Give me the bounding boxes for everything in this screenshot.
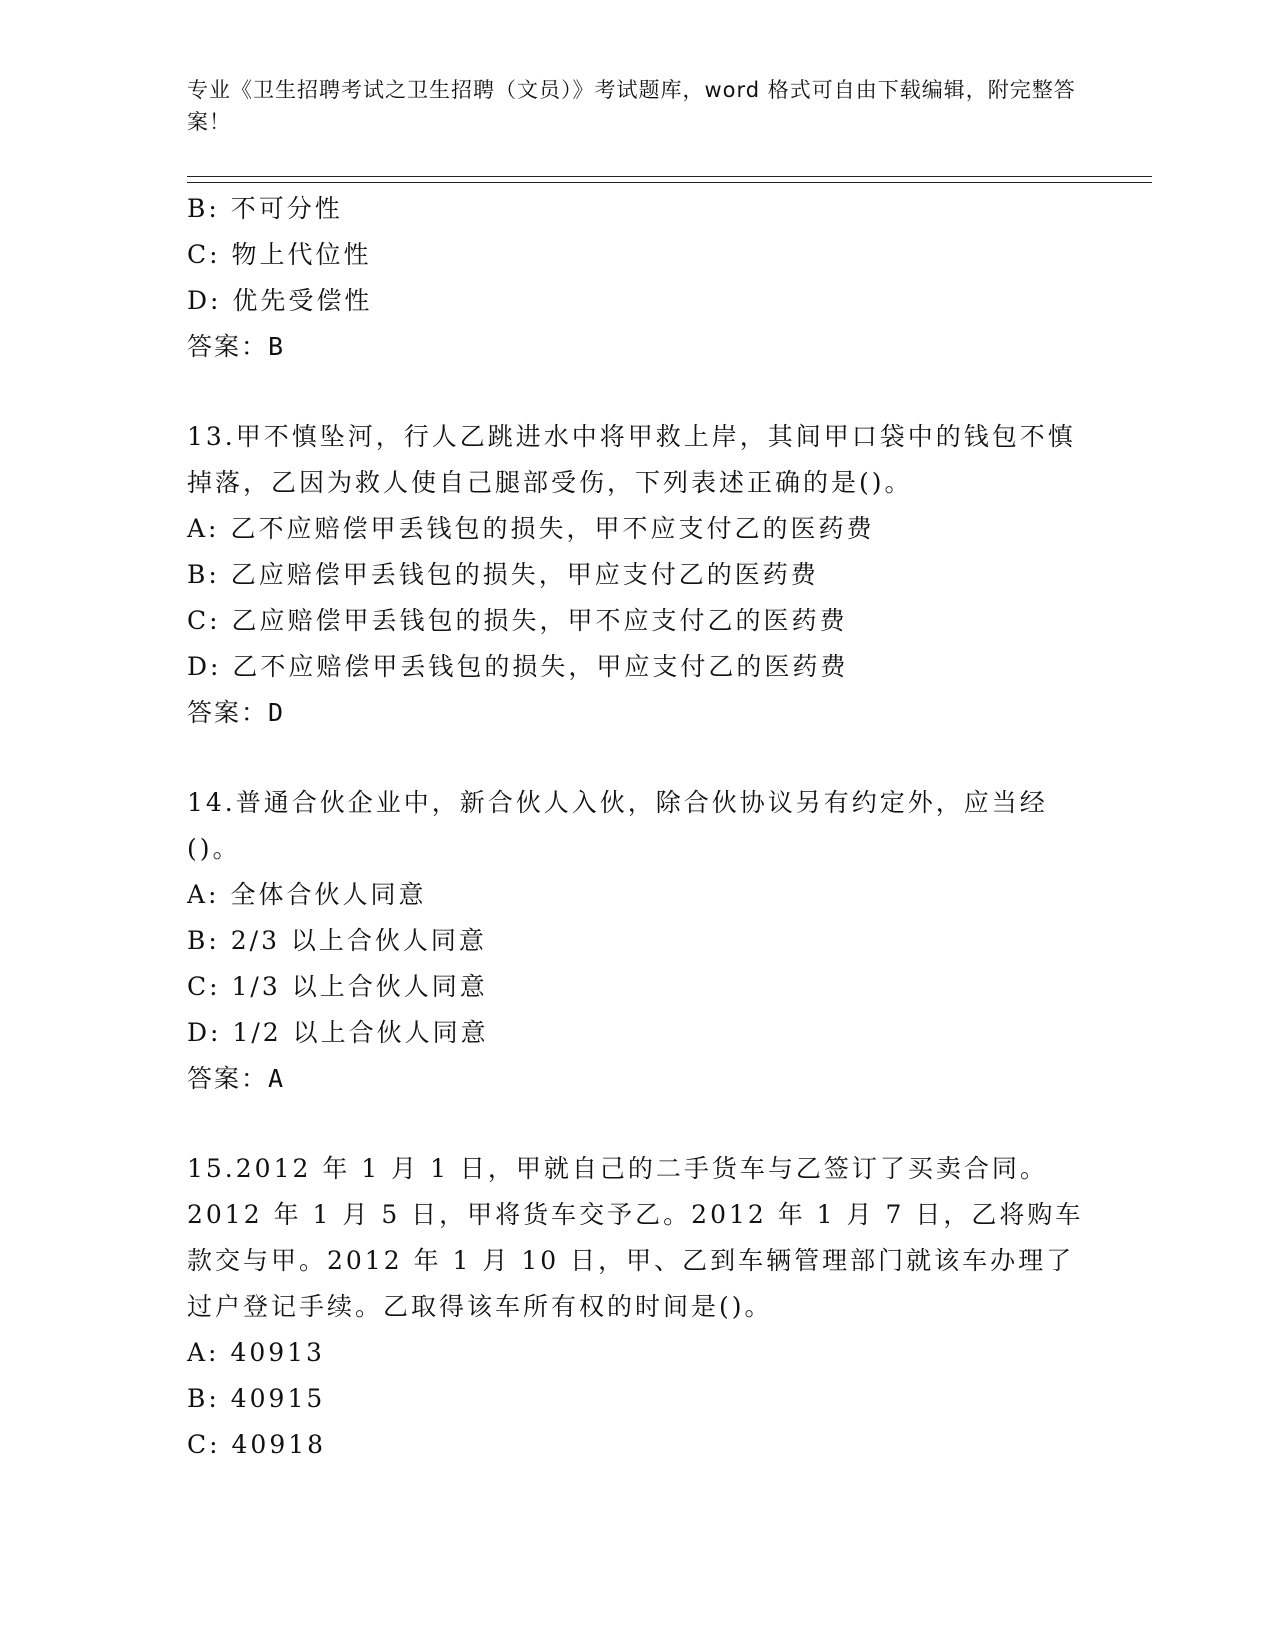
option-text: 乙应赔偿甲丢钱包的损失，甲应支付乙的医药费: [230, 560, 819, 589]
option-letter: C:: [187, 240, 221, 269]
option-text: 1/3 以上合伙人同意: [231, 972, 488, 1001]
option-letter: B:: [187, 194, 220, 223]
question-13: [187, 414, 1087, 736]
option-text: 40913: [230, 1338, 325, 1367]
header-divider: [187, 176, 1152, 183]
answer-value: D: [268, 698, 286, 727]
answer-value: A: [268, 1064, 286, 1093]
question-12-continued: [187, 186, 1087, 370]
document-header: [187, 74, 1077, 138]
answer-line: [187, 324, 1087, 370]
option-text: 优先受偿性: [232, 286, 373, 315]
option-letter: B:: [187, 926, 220, 955]
spacer: [187, 370, 1087, 414]
option-b: [187, 186, 1087, 232]
option-letter: D:: [187, 286, 222, 315]
option-c: [187, 598, 1087, 644]
answer-label: 答案：: [187, 332, 269, 361]
answer-label: 答案：: [187, 698, 269, 727]
option-b: [187, 1376, 1087, 1422]
option-letter: A:: [187, 514, 220, 543]
option-c: [187, 1422, 1087, 1468]
option-text: 全体合伙人同意: [230, 880, 427, 909]
option-text: 乙应赔偿甲丢钱包的损失，甲不应支付乙的医药费: [231, 606, 848, 635]
option-letter: D:: [187, 652, 222, 681]
option-letter: B:: [187, 560, 220, 589]
spacer: [187, 736, 1087, 780]
option-text: 40915: [230, 1384, 326, 1413]
option-letter: C:: [187, 1430, 221, 1459]
option-letter: A:: [187, 880, 220, 909]
option-text: 物上代位性: [231, 240, 372, 269]
answer-label: 答案：: [187, 1064, 269, 1093]
option-text: 乙不应赔偿甲丢钱包的损失，甲不应支付乙的医药费: [230, 514, 875, 543]
question-stem: 13.甲不慎坠河，行人乙跳进水中将甲救上岸，其间甲口袋中的钱包不慎掉落，乙因为救人使自己腿部受伤，下列表述正确的是()。: [187, 422, 1076, 497]
option-c: [187, 964, 1087, 1010]
header-text: 专业《卫生招聘考试之卫生招聘（文员）》考试题库，word 格式可自由下载编辑，附完整答案！: [187, 78, 1076, 134]
option-text: 不可分性: [230, 194, 343, 223]
option-d: [187, 278, 1087, 324]
question-stem: 14.普通合伙企业中，新合伙人入伙，除合伙协议另有约定外，应当经()。: [187, 788, 1048, 863]
answer-line: [187, 690, 1087, 736]
option-text: 40918: [231, 1430, 327, 1459]
answer-value: B: [268, 332, 286, 361]
question-15: [187, 1146, 1087, 1468]
spacer: [187, 1102, 1087, 1146]
option-letter: C:: [187, 606, 221, 635]
answer-line: [187, 1056, 1087, 1102]
option-b: [187, 918, 1087, 964]
option-letter: B:: [187, 1384, 220, 1413]
option-d: [187, 644, 1087, 690]
option-a: [187, 1330, 1087, 1376]
option-d: [187, 1010, 1087, 1056]
document-content: [187, 186, 1087, 1468]
option-text: 2/3 以上合伙人同意: [230, 926, 487, 955]
option-letter: D:: [187, 1018, 222, 1047]
option-a: [187, 506, 1087, 552]
question-14: [187, 780, 1087, 1102]
option-text: 1/2 以上合伙人同意: [232, 1018, 489, 1047]
option-a: [187, 872, 1087, 918]
option-c: [187, 232, 1087, 278]
option-letter: C:: [187, 972, 221, 1001]
question-stem: 15.2012 年 1 月 1 日，甲就自己的二手货车与乙签订了买卖合同。2012 年 1 月 5 日，甲将货车交予乙。2012 年 1 月 7 日，乙将购车款交与甲。2012 年 1 月 10 日，甲、乙到车辆管理部门就该车办理了过户登记手续。乙取得该车所有权的时间是()。: [187, 1154, 1084, 1321]
option-letter: A:: [187, 1338, 220, 1367]
option-b: [187, 552, 1087, 598]
option-text: 乙不应赔偿甲丢钱包的损失，甲应支付乙的医药费: [232, 652, 849, 681]
